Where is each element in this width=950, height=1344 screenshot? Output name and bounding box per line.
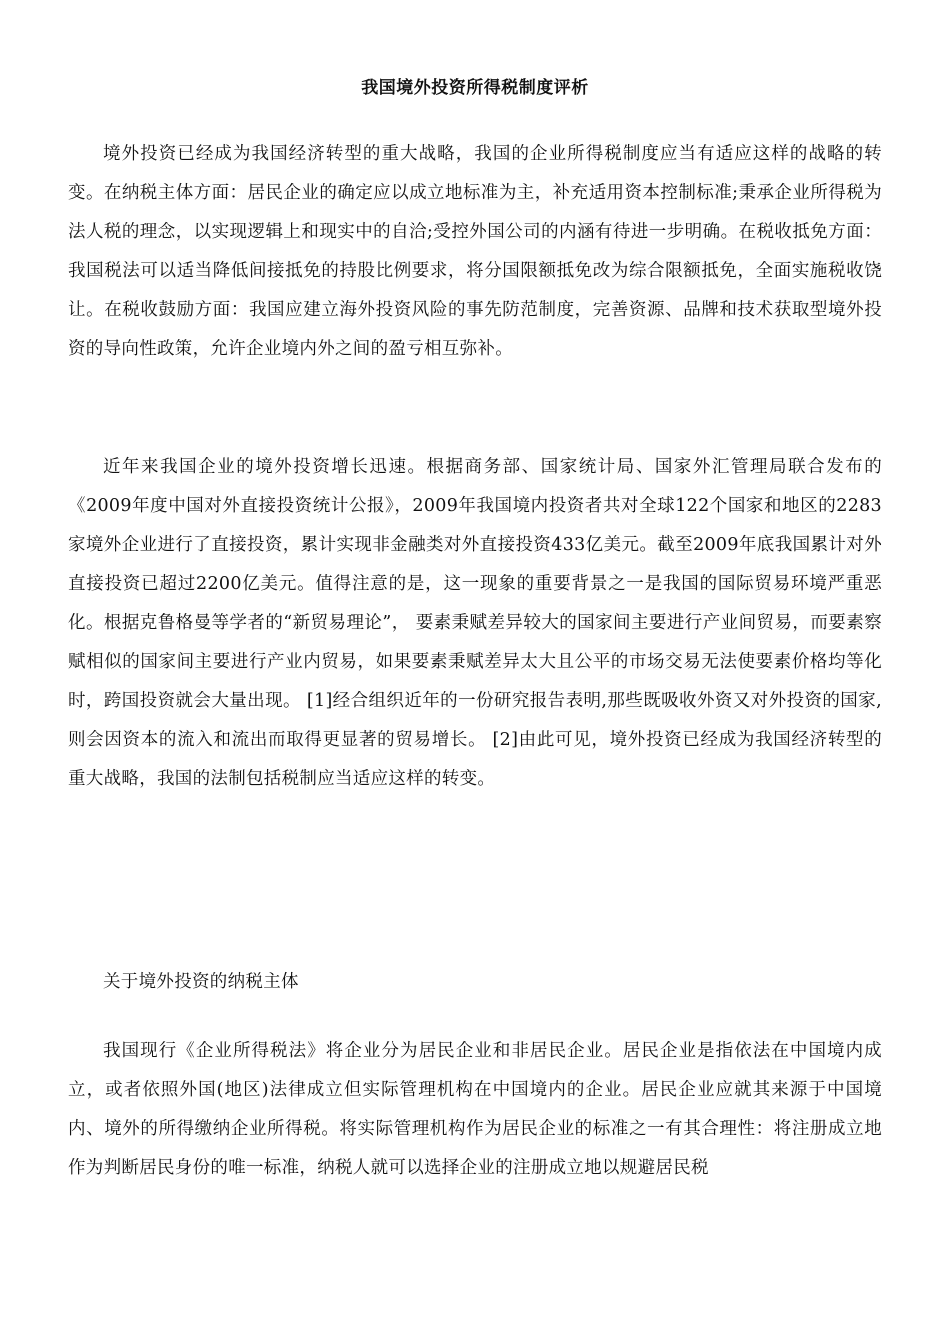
section-heading: 关于境外投资的纳税主体 <box>103 972 299 992</box>
paragraph-tax-subject: 我国现行《企业所得税法》将企业分为居民企业和非居民企业。居民企业是指依法在中国境内成立，或者依照外国(地区)法律成立但实际管理机构在中国境内的企业。居民企业应就其来源于中国境内、境外的所得缴纳企业所得税。将实际管理机构作为居民企业的标准之一有其合理性：将注册成立地作为判断居民身份的唯一标准，纳税人就可以选择企业的注册成立地以规避居民税 <box>68 1041 882 1178</box>
paragraph-background: 近年来我国企业的境外投资增长迅速。根据商务部、国家统计局、国家外汇管理局联合发布的《2009年度中国对外直接投资统计公报》，2009年我国境内投资者共对全球122个国家和地区的2283家境外企业进行了直接投资，累计实现非金融类对外直接投资433亿美元。截至2009年底我国累计对外直接投资已超过2200亿美元。值得注意的是，这一现象的重要背景之一是我国的国际贸易环境严重恶化。根据克鲁格曼等学者的“新贸易理论”， 要素秉赋差异较大的国家间主要进行产业间贸易，而要素察赋相似的国家间主要进行产业内贸易，如果要素秉赋差异太大且公平的市场交易无法使要素价格均等化时，跨国投资就会大量出现。 [1]经合组织近年的一份研究报告表明,那些既吸收外资又对外投资的国家,则会因资本的流入和流出而取得更显著的贸易增长。 [2]由此可见，境外投资已经成为我国经济转型的重大战略，我国的法制包括税制应当适应这样的转变。 <box>68 457 882 789</box>
paragraph-abstract: 境外投资已经成为我国经济转型的重大战略，我国的企业所得税制度应当有适应这样的战略的转变。在纳税主体方面：居民企业的确定应以成立地标准为主，补充适用资本控制标准;秉承企业所得税为法人税的理念，以实现逻辑上和现实中的自洽;受控外国公司的内涵有待进一步明确。在税收抵免方面：我国税法可以适当降低间接抵免的持股比例要求，将分国限额抵免改为综合限额抵免，全面实施税收饶让。在税收鼓励方面：我国应建立海外投资风险的事先防范制度，完善资源、品牌和技术获取型境外投资的导向性政策，允许企业境内外之间的盈亏相互弥补。 <box>68 144 882 359</box>
document-title: 我国境外投资所得税制度评析 <box>361 78 589 98</box>
